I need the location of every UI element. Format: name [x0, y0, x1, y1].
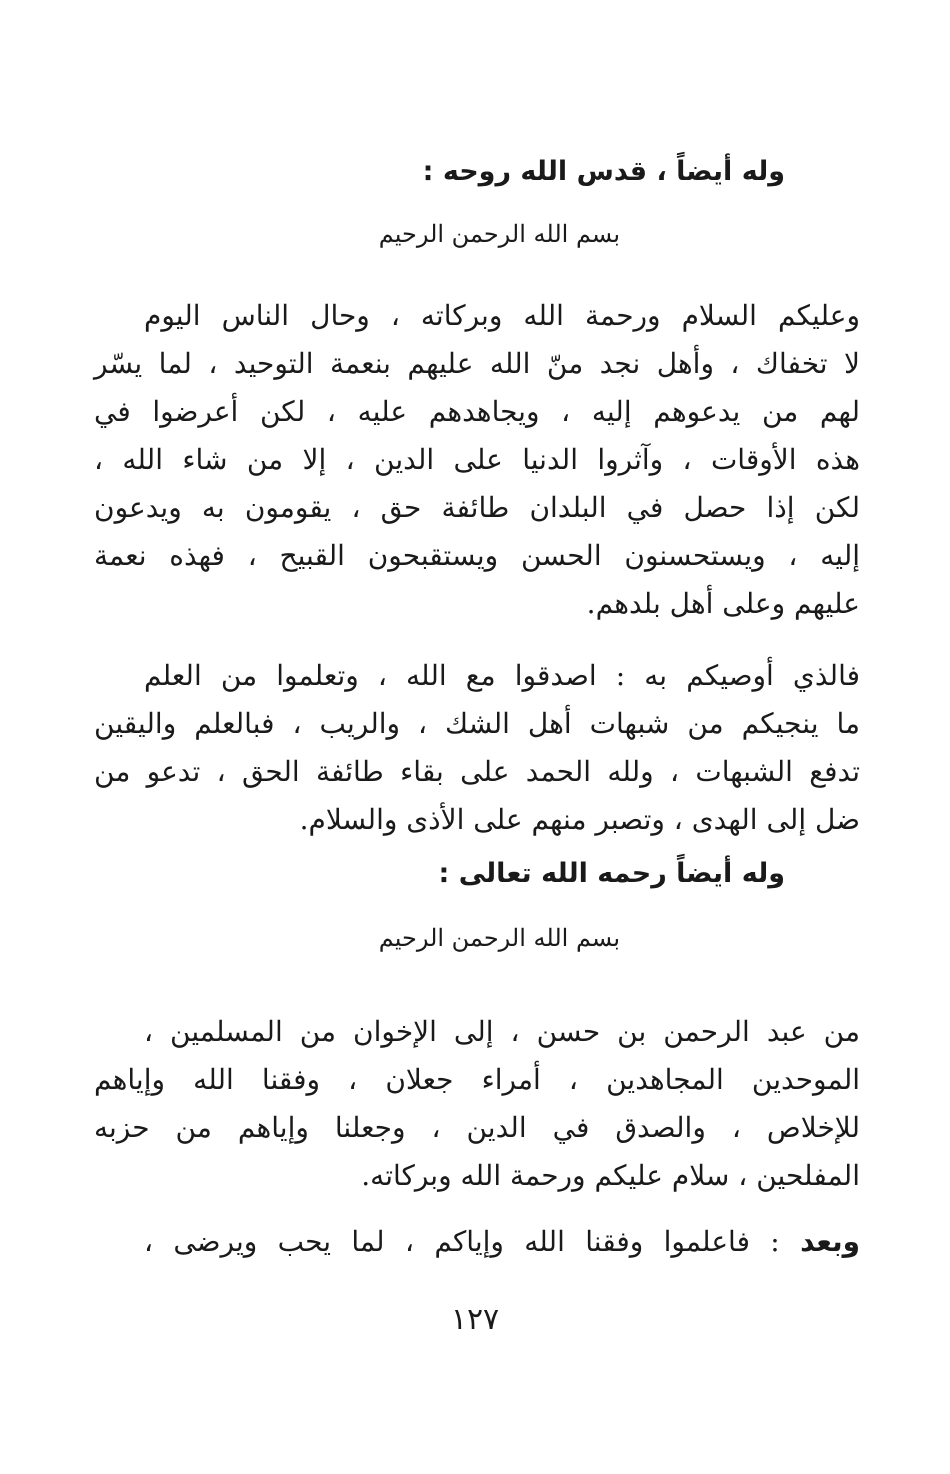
text-line: تدفع الشبهات ، ولله الحمد على بقاء طائفة الحق ، تدعو من [94, 755, 860, 788]
text-line: فالذي أوصيكم به : اصدقوا مع الله ، وتعلموا من العلم [144, 659, 860, 692]
text-line: ضل إلى الهدى ، وتصبر منهم على الأذى والسلام. [299, 803, 860, 836]
text-line: وعليكم السلام ورحمة الله وبركاته ، وحال الناس اليوم [144, 299, 860, 332]
page-number: ١٢٧ [450, 1302, 500, 1337]
section-heading-1: وله أيضاً ، قدس الله روحه : [422, 156, 785, 187]
text-line: الموحدين المجاهدين ، أمراء جعلان ، وفقنا الله وإياهم [94, 1063, 860, 1096]
text-line: عليهم وعلى أهل بلدهم. [586, 587, 860, 620]
basmala-2: بسم الله الرحمن الرحيم [378, 924, 620, 952]
text-line: للإخلاص ، والصدق في الدين ، وجعلنا وإياهم من حزبه [94, 1111, 860, 1144]
text-line: لكن إذا حصل في البلدان طائفة حق ، يقومون به ويدعون [94, 491, 860, 524]
basmala-1: بسم الله الرحمن الرحيم [378, 220, 620, 248]
text-line: لا تخفاك ، وأهل نجد منّ الله عليهم بنعمة التوحيد ، لما يسّر [94, 347, 860, 380]
text-line: لهم من يدعوهم إليه ، ويجاهدهم عليه ، لكن أعرضوا في [94, 395, 860, 428]
text-line: إليه ، ويستحسنون الحسن ويستقبحون القبيح ، فهذه نعمة [94, 539, 860, 572]
text-line: هذه الأوقات ، وآثروا الدنيا على الدين ، إلا من شاء الله ، [94, 443, 860, 476]
section-heading-2: وله أيضاً رحمه الله تعالى : [438, 858, 785, 889]
closing-rest: : فاعلموا وفقنا الله وإياكم ، لما يحب ويرضى ، [144, 1225, 801, 1258]
text-line: ما ينجيكم من شبهات أهل الشك ، والريب ، فبالعلم واليقين [94, 707, 860, 740]
text-line: المفلحين ، سلام عليكم ورحمة الله وبركاته. [361, 1159, 860, 1192]
closing-line [144, 1222, 860, 1262]
text-line: من عبد الرحمن بن حسن ، إلى الإخوان من المسلمين ، [144, 1015, 860, 1048]
closing-lead: وبعد [800, 1225, 860, 1258]
